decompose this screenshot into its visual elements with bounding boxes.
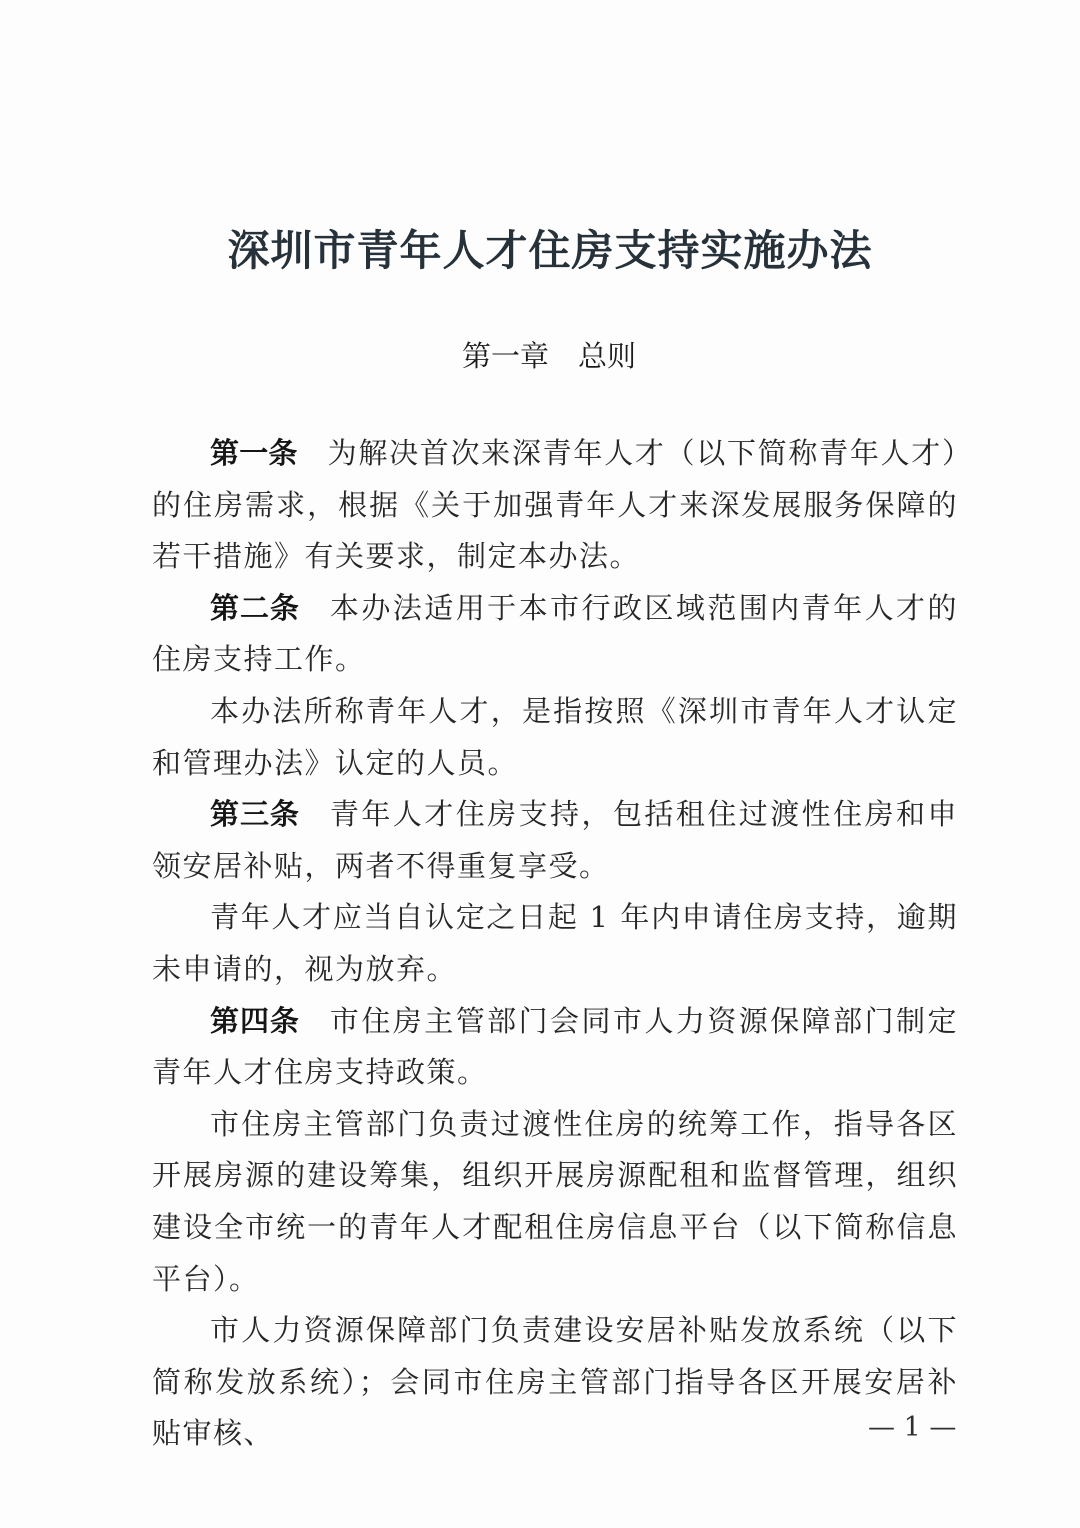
article-label: 第二条 [210, 590, 300, 625]
paragraph-text: 市人力资源保障部门负责建设安居补贴发放系统（以下简称发放系统）；会同市住房主管部门指导各区开展安居补贴审核、 [152, 1313, 958, 1451]
page-number: — 1 — [868, 1412, 957, 1443]
paragraph-text: 市住房主管部门负责过渡性住房的统筹工作，指导各区开展房源的建设筹集，组织开展房源配租和监督管理，组织建设全市统一的青年人才配租住房信息平台（以下简称信息平台）。 [152, 1106, 958, 1296]
article-label: 第三条 [210, 797, 300, 832]
paragraph [152, 892, 958, 995]
paragraph [152, 1305, 958, 1460]
paragraph-text: 本办法适用于本市行政区域范围内青年人才的住房支持工作。 [152, 590, 958, 677]
paragraph-article-1 [152, 428, 958, 583]
chapter-heading: 第一章 总则 [461, 339, 636, 373]
paragraph-text: 市住房主管部门会同市人力资源保障部门制定青年人才住房支持政策。 [152, 1003, 958, 1090]
paragraph-text: 青年人才应当自认定之日起 1 年内申请住房支持，逾期未申请的，视为放弃。 [152, 900, 958, 986]
paragraph [152, 1099, 958, 1305]
article-label: 第四条 [210, 1003, 300, 1038]
paragraph-article-3 [152, 789, 958, 892]
paragraph-text: 为解决首次来深青年人才（以下简称青年人才）的住房需求，根据《关于加强青年人才来深发展服务保障的若干措施》有关要求，制定本办法。 [152, 436, 958, 574]
article-label: 第一条 [210, 436, 298, 470]
paragraph-article-4 [152, 996, 958, 1099]
document-title: 深圳市青年人才住房支持实施办法 [227, 226, 873, 275]
paragraph-text: 青年人才住房支持，包括租住过渡性住房和申领安居补贴，两者不得重复享受。 [152, 797, 958, 883]
paragraph [152, 686, 958, 789]
document-body [152, 428, 958, 1460]
paragraph-article-2 [152, 583, 958, 686]
paragraph-text: 本办法所称青年人才，是指按照《深圳市青年人才认定和管理办法》认定的人员。 [152, 693, 958, 780]
